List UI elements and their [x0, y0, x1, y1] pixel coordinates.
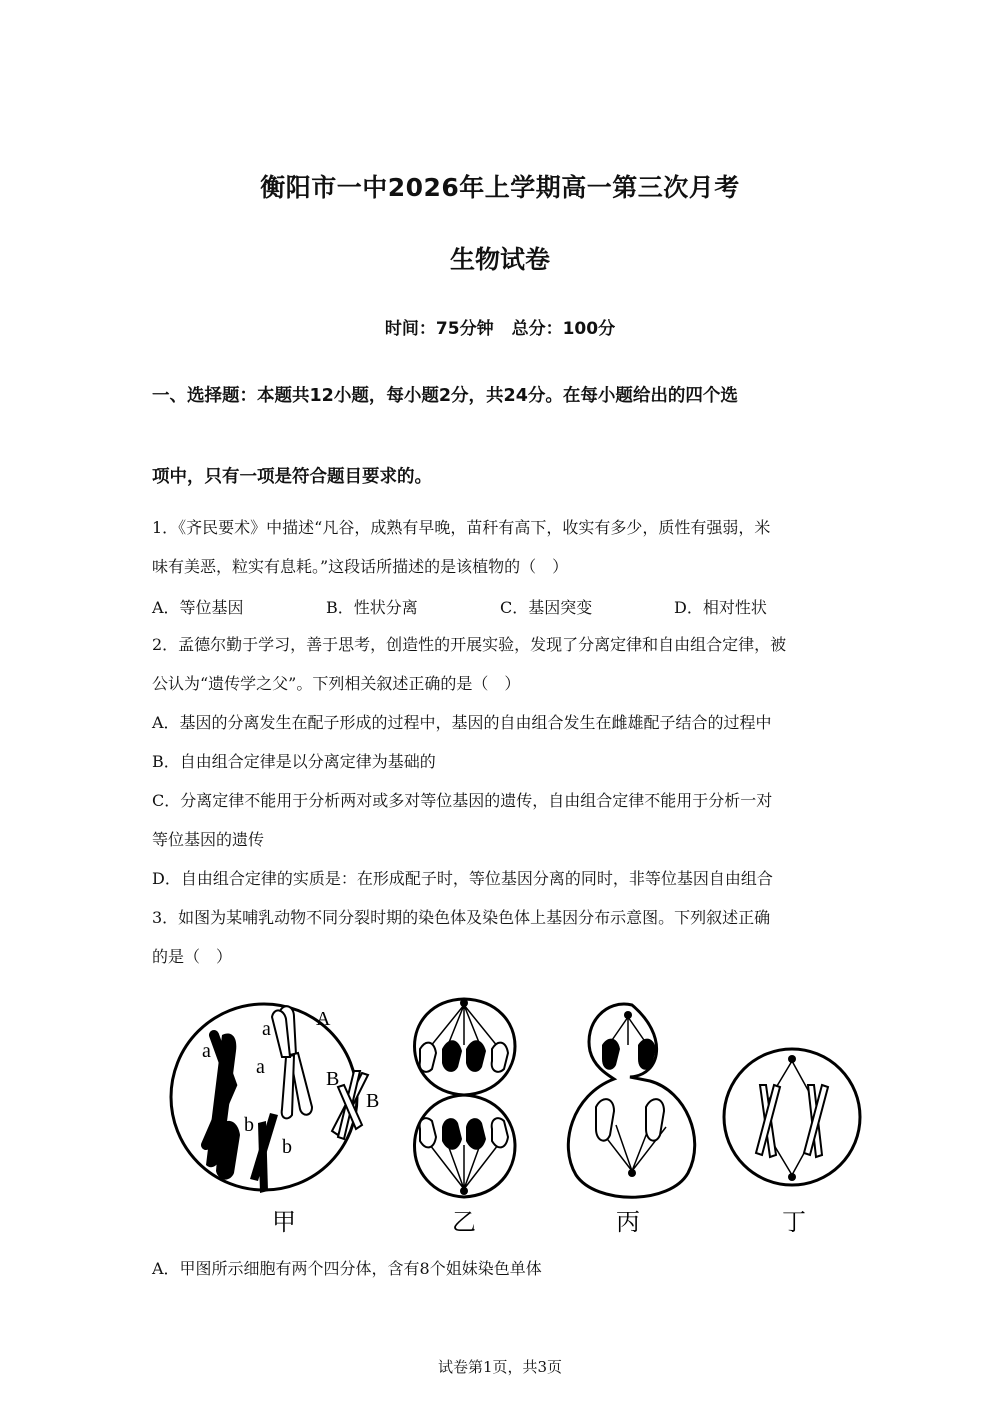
- page-footer: 试卷第1页，共3页: [437, 1358, 563, 1376]
- cell-bing: [568, 1004, 694, 1197]
- figure-label-yi: 乙: [452, 1208, 476, 1236]
- exam-meta: [0, 314, 1000, 339]
- figure-label-jia: 甲: [272, 1208, 296, 1236]
- figure-label-bing: 丙: [616, 1208, 640, 1236]
- section-heading-line1: 一、选择题：本题共12小题，每小题2分，共24分。在每小题给出的四个选: [152, 386, 738, 406]
- q2-option-d: D．自由组合定律的实质是：在形成配子时，等位基因分离的同时，非等位基因自由组合: [152, 869, 773, 888]
- q1-option-d: D．相对性状: [674, 598, 767, 617]
- gene-label-A: A: [316, 1008, 331, 1030]
- q1-option-c: C．基因突变: [500, 598, 593, 617]
- q1-option-a: A．等位基因: [152, 598, 244, 617]
- cell-yi: [415, 999, 516, 1197]
- q1-stem-line2: 味有美恶，粒实有息耗。”这段话所描述的是该植物的（ ）: [152, 557, 569, 576]
- q2-option-c-line2: 等位基因的遗传: [152, 830, 265, 849]
- gene-label-a3: a: [256, 1056, 265, 1078]
- section-heading-line2: 项中，只有一项是符合题目要求的。: [152, 467, 432, 487]
- exam-time: 时间：75分钟: [384, 319, 494, 339]
- exam-subject: 生物试卷: [449, 245, 550, 274]
- q2-option-c-line1: C．分离定律不能用于分析两对或多对等位基因的遗传，自由组合定律不能用于分析一对: [152, 791, 773, 810]
- cell-ding: [724, 1049, 860, 1185]
- q2-stem-line1: 2．孟德尔勤于学习，善于思考，创造性的开展实验，发现了分离定律和自由组合定律，被: [152, 635, 787, 654]
- q1-option-b: B．性状分离: [326, 598, 418, 617]
- gene-label-B1: B: [326, 1068, 340, 1090]
- cell-jia: [171, 1004, 379, 1193]
- cell-division-figure: [162, 995, 862, 1240]
- q1-stem-line1: 1．《齐民要术》中描述“凡谷，成熟有早晚，苗秆有高下，收实有多少，质性有强弱，米: [152, 518, 771, 537]
- q2-option-a: A．基因的分离发生在配子形成的过程中，基因的自由组合发生在雌雄配子结合的过程中: [152, 713, 772, 732]
- exam-score: 总分：100分: [511, 319, 616, 339]
- exam-title: 衡阳市一中2026年上学期高一第三次月考: [260, 173, 740, 202]
- q2-stem-line2: 公认为“遗传学之父”。下列相关叙述正确的是（ ）: [152, 674, 521, 693]
- figure-label-ding: 丁: [782, 1208, 806, 1236]
- gene-label-b1: b: [244, 1114, 254, 1136]
- gene-label-a2: a: [262, 1018, 271, 1040]
- q1-options: [152, 595, 852, 618]
- gene-label-a1: a: [202, 1040, 211, 1062]
- q3-stem-line2: 的是（ ）: [152, 947, 233, 966]
- gene-label-B2: B: [366, 1090, 380, 1112]
- q3-stem-line1: 3．如图为某哺乳动物不同分裂时期的染色体及染色体上基因分布示意图。下列叙述正确: [152, 908, 771, 927]
- q2-option-b: B．自由组合定律是以分离定律为基础的: [152, 752, 436, 771]
- gene-label-b2: b: [282, 1136, 292, 1158]
- q3-option-a: A．甲图所示细胞有两个四分体，含有8个姐妹染色单体: [152, 1259, 542, 1278]
